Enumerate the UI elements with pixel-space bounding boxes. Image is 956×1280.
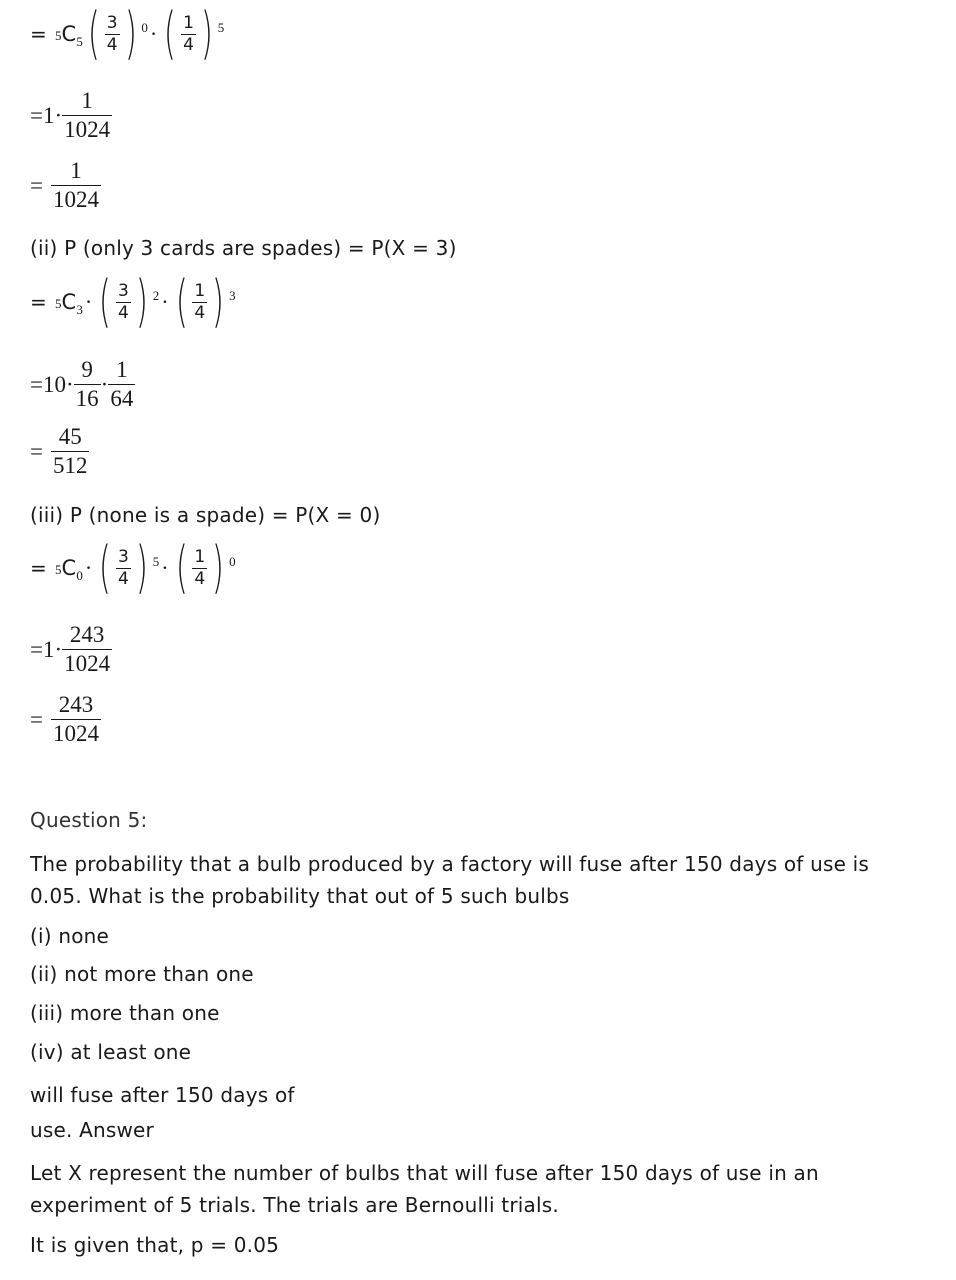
binomial-expression-iii <box>30 535 236 600</box>
left-paren: ( <box>87 1 100 66</box>
fraction-one-sixty-fourth: $\frac{1}{64}$ <box>110 357 134 411</box>
multiply-dot: · <box>100 371 109 397</box>
exponent: 2 <box>152 288 160 303</box>
answer-line-2: experiment of 5 trials. The trials are Bernoulli trials. <box>30 1193 559 1217</box>
question-statement-line-2: 0.05. What is the probability that out of 5 such bulbs <box>30 884 570 908</box>
exponent: 5 <box>217 20 225 35</box>
part-ii-heading: (ii) P (only 3 cards are spades) = P(X = 3) <box>30 236 457 260</box>
left-paren: ( <box>164 1 177 66</box>
lhs: = <box>30 706 43 732</box>
lhs: =1· <box>30 102 63 128</box>
lhs: = <box>30 438 43 464</box>
exponent: 0 <box>229 554 236 569</box>
combination-superscript: 5 <box>54 28 62 43</box>
multiply-dot: · <box>84 289 93 314</box>
result-line-i-1 <box>30 88 112 143</box>
question-tail-line-1: will fuse after 150 days of <box>30 1083 295 1107</box>
fraction: $\frac{243}{1024}$ <box>52 692 99 746</box>
fraction: $\frac{45}{512}$ <box>52 424 88 478</box>
right-paren: ) <box>212 269 225 334</box>
question-statement-line-1: The probability that a bulb produced by a factory will fuse after 150 days of use is <box>30 852 870 876</box>
fraction: $\frac{1}{1024}$ <box>64 88 111 142</box>
result-line-ii-2 <box>30 424 89 479</box>
fraction-one-quarter: $\frac{1}{4}$ <box>183 12 194 55</box>
question-title: Question 5: <box>30 808 148 832</box>
equals-sign: = <box>30 556 47 580</box>
fraction-one-quarter: $\frac{1}{4}$ <box>194 546 206 589</box>
lhs: = <box>30 172 43 198</box>
combination-superscript: 5 <box>54 296 62 311</box>
binomial-expression-ii <box>30 269 236 334</box>
multiply-dot: · <box>149 21 158 46</box>
exponent: 5 <box>152 554 160 569</box>
multiply-dot: · <box>161 555 169 580</box>
combination-subscript: 0 <box>76 568 83 583</box>
exponent: 0 <box>141 20 148 35</box>
lhs: =1· <box>30 636 63 662</box>
question-tail-line-2: use. Answer <box>30 1118 154 1142</box>
fraction-three-quarters: $\frac{3}{4}$ <box>106 12 118 55</box>
result-line-iii-2 <box>30 692 101 747</box>
result-line-i-2 <box>30 158 101 213</box>
result-line-iii-1 <box>30 622 112 677</box>
binomial-expression-i <box>30 1 225 66</box>
fraction-one-quarter: $\frac{1}{4}$ <box>194 280 206 323</box>
option-i: (i) none <box>30 924 110 948</box>
option-iii: (iii) more than one <box>30 1001 220 1025</box>
option-iv: (iv) at least one <box>30 1040 192 1064</box>
equals-sign: = <box>30 290 47 314</box>
answer-line-1: Let X represent the number of bulbs that will fuse after 150 days of use in an <box>30 1161 819 1185</box>
right-paren: ) <box>200 1 213 66</box>
combination-superscript: 5 <box>54 562 62 577</box>
combination-symbol: C <box>61 556 77 580</box>
combination-subscript: 5 <box>76 34 83 49</box>
option-ii: (ii) not more than one <box>30 962 254 986</box>
multiply-dot: · <box>84 555 93 580</box>
right-paren: ) <box>135 269 148 334</box>
fraction: $\frac{1}{1024}$ <box>52 158 99 212</box>
right-paren: ) <box>135 535 148 600</box>
fraction-nine-sixteenths: $\frac{9}{16}$ <box>75 357 99 411</box>
lhs: =10· <box>30 371 74 397</box>
combination-symbol: C <box>61 290 77 314</box>
fraction: $\frac{243}{1024}$ <box>64 622 111 676</box>
multiply-dot: · <box>161 289 169 314</box>
equals-sign: = <box>30 22 47 46</box>
exponent: 3 <box>229 288 236 303</box>
right-paren: ) <box>212 535 225 600</box>
fraction-three-quarters: $\frac{3}{4}$ <box>118 280 129 323</box>
left-paren: ( <box>99 535 112 600</box>
answer-line-3: It is given that, p = 0.05 <box>30 1233 280 1257</box>
left-paren: ( <box>175 269 188 334</box>
left-paren: ( <box>175 535 188 600</box>
combination-symbol: C <box>61 22 77 46</box>
fraction-three-quarters: $\frac{3}{4}$ <box>118 546 129 589</box>
left-paren: ( <box>99 269 112 334</box>
combination-subscript: 3 <box>76 302 83 317</box>
result-line-ii-1 <box>30 357 135 412</box>
part-iii-heading: (iii) P (none is a spade) = P(X = 0) <box>30 503 381 527</box>
right-paren: ) <box>124 1 137 66</box>
